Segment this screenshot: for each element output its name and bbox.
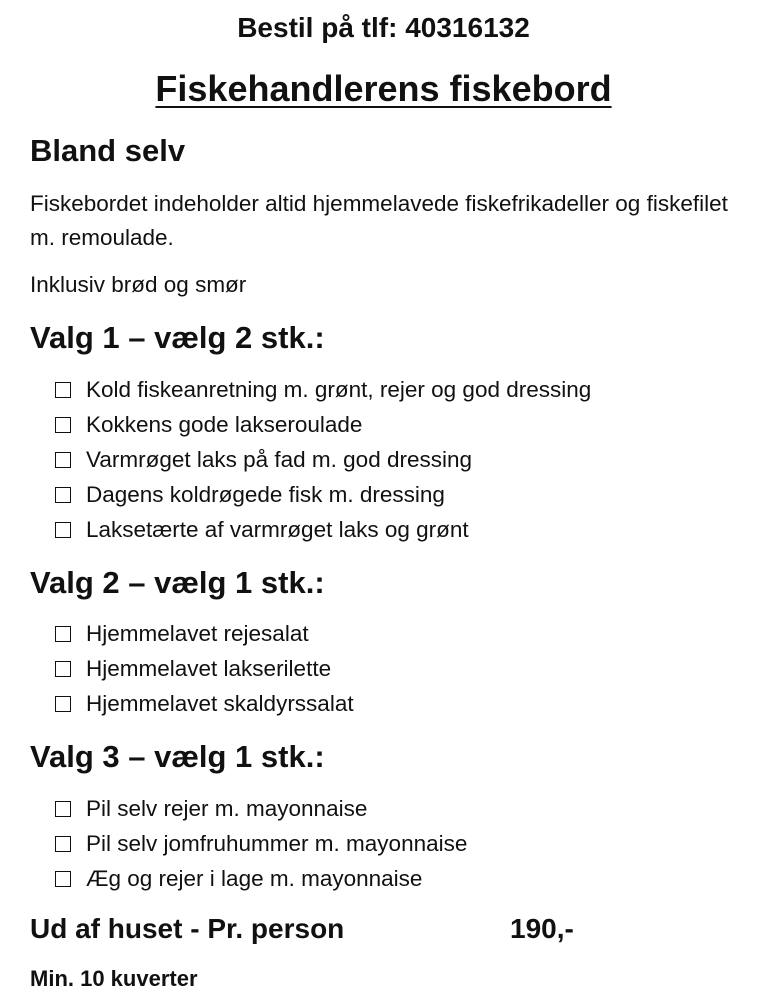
list-item-label: Kokkens gode lakseroulade [86,411,363,437]
list-item[interactable] [55,372,591,407]
list-item[interactable] [55,512,591,547]
choice-list-valg-1 [55,372,591,547]
included-note: Inklusiv brød og smør [30,272,247,297]
checkbox-icon[interactable] [55,417,71,433]
minimum-covers-note: Min. 10 kuverter [30,966,198,991]
price-label: Ud af huset - Pr. person [30,913,345,944]
list-item-label: Hjemmelavet skaldyrssalat [86,690,354,716]
list-item[interactable] [55,791,467,826]
checkbox-icon[interactable] [55,382,71,398]
choice-list-valg-2 [55,616,354,721]
list-item[interactable] [55,442,591,477]
list-item-label: Hjemmelavet rejesalat [86,620,309,646]
list-item-label: Hjemmelavet lakserilette [86,655,332,681]
checkbox-icon[interactable] [55,871,71,887]
checkbox-icon[interactable] [55,836,71,852]
checkbox-icon[interactable] [55,452,71,468]
checkbox-icon[interactable] [55,522,71,538]
list-item-label: Pil selv jomfruhummer m. mayonnaise [86,830,468,856]
price-row [30,910,590,948]
price-value: 190,- [510,913,574,944]
list-item-label: Pil selv rejer m. mayonnaise [86,795,368,821]
list-item[interactable] [55,407,591,442]
list-item-label: Laksetærte af varmrøget laks og grønt [86,516,469,542]
choice-list-valg-3 [55,791,467,896]
checkbox-icon[interactable] [55,661,71,677]
list-item[interactable] [55,477,591,512]
list-item-label: Dagens koldrøgede fisk m. dressing [86,481,445,507]
list-item-label: Æg og rejer i lage m. mayonnaise [86,865,423,891]
checkbox-icon[interactable] [55,696,71,712]
list-item[interactable] [55,861,467,896]
order-phone-line: Bestil på tlf: 40316132 [237,12,530,43]
section-heading-valg-2: Valg 2 – vælg 1 stk.: [30,565,325,600]
list-item[interactable] [55,651,354,686]
page-title: Fiskehandlerens fiskebord [155,68,612,109]
checkbox-icon[interactable] [55,626,71,642]
intro-heading: Bland selv [30,133,186,168]
section-heading-valg-1: Valg 1 – vælg 2 stk.: [30,320,325,355]
checkbox-icon[interactable] [55,801,71,817]
intro-description: Fiskebordet indeholder altid hjemmelavede fiskefrikadeller og fiskefilet m. remoulade. [30,191,728,250]
list-item[interactable] [55,826,467,861]
list-item-label: Kold fiskeanretning m. grønt, rejer og god dressing [86,376,592,402]
list-item[interactable] [55,686,354,721]
list-item[interactable] [55,616,354,651]
checkbox-icon[interactable] [55,487,71,503]
section-heading-valg-3: Valg 3 – vælg 1 stk.: [30,739,325,774]
list-item-label: Varmrøget laks på fad m. god dressing [86,446,473,472]
